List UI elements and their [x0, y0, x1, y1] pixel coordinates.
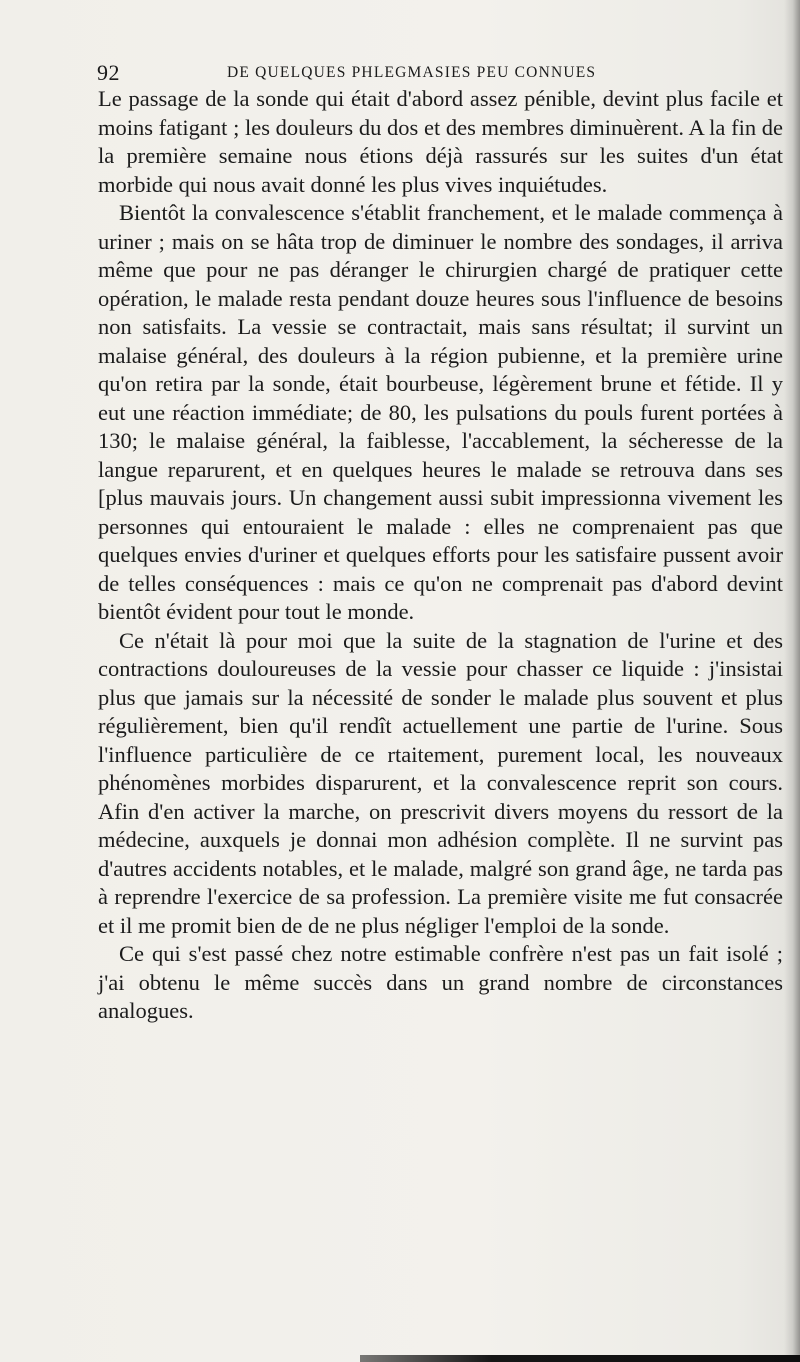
- body-text: [98, 85, 783, 1026]
- paragraph: Ce n'était là pour moi que la suite de la stagnation de l'urine et des contractions douloureuses de la vessie pour chasser ce liquide : j'insistai plus que jamais sur la nécessité de sonder le malade plus souvent et plus régulièrement, bien qu'il rendît actuellement une partie de l'urine. Sous l'influence particulière de ce rtaitement, purement local, les nouveaux phénomènes morbides disparurent, et la convalescence reprit son cours. Afin d'en activer la marche, on prescrivit divers moyens du ressort de la médecine, auxquels je donnai mon adhésion complète. Il ne survint pas d'autres accidents notables, et le malade, malgré son grand âge, ne tarda pas à reprendre l'exercice de sa profession. La première visite me fut consacrée et il me promit bien de de ne plus négliger l'emploi de la sonde.: [98, 627, 783, 938]
- paragraph: Le passage de la sonde qui était d'abord assez pénible, devint plus facile et moins fatigant ; les douleurs du dos et des membres diminuèrent. A la fin de la première semaine nous étions déjà rassurés sur les suites d'un état morbide qui nous avait donné les plus vives inquiétudes.: [98, 86, 783, 197]
- page-edge-shadow: [784, 0, 800, 1362]
- page-number: 92: [97, 60, 120, 85]
- running-head: DE QUELQUES PHLEGMASIES PEU CONNUES: [227, 64, 597, 81]
- bottom-edge-bar: [360, 1355, 800, 1362]
- paragraph: Bientôt la convalescence s'établit franchement, et le malade commença à uriner ; mais on se hâta trop de diminuer le nombre des sondages, il arriva même que pour ne pas déranger le chirurgien chargé de pratiquer cette opération, le malade resta pendant douze heures sous l'influence de besoins non satisfaits. La vessie se contractait, mais sans résultat; il survint un malaise général, des douleurs à la région pubienne, et la première urine qu'on retira par la sonde, était bourbeuse, légèrement brune et fétide. Il y eut une réaction immédiate; de 80, les pulsations du pouls furent portées à 130; le malaise général, la faiblesse, l'accablement, la sécheresse de la langue reparurent, et en quelques heures le malade se retrouva dans ses [plus mauvais jours. Un changement aussi subit impressionna vivement les personnes qui entouraient le malade : elles ne comprenaient pas que quelques envies d'uriner et quelques efforts pour les satisfaire pussent avoir de telles conséquences : mais ce qu'on ne comprenait pas d'abord devint bientôt évident pour tout le monde.: [98, 200, 783, 624]
- paragraph: Ce qui s'est passé chez notre estimable confrère n'est pas un fait isolé ; j'ai obtenu le même succès dans un grand nombre de circonstances analogues.: [98, 941, 783, 1023]
